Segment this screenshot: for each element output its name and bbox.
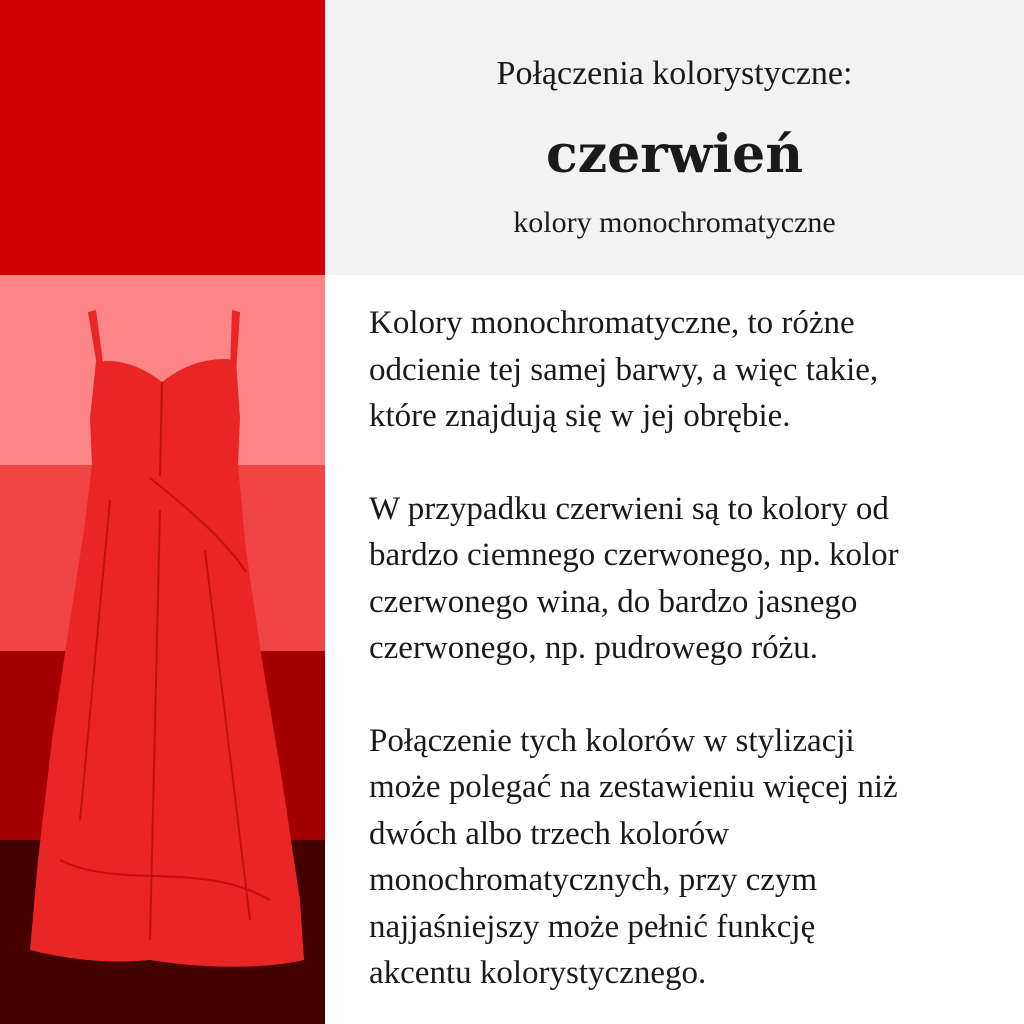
header-subtitle: kolory monochromatyczne (513, 206, 836, 239)
red-dress-icon (0, 300, 325, 990)
paragraph-combination: Połączenie tych kolorów w stylizacji może polegać na zestawieniu więcej niż dwóch albo trzech kolorów monochromatycznych, przy czym najjaśniejszy może pełnić funkcję akcentu kolorystycznego. (369, 722, 898, 991)
paragraph-range: W przypadku czerwieni są to kolory od bardzo ciemnego czerwonego, np. kolor czerwonego wina, do bardzo jasnego czerwonego, np. pudrowego różu. (369, 490, 899, 666)
swatch-red (0, 0, 325, 275)
header-pretitle: Połączenia kolorystyczne: (496, 55, 853, 92)
header-panel (325, 0, 1024, 275)
paragraph-definition: Kolory monochromatyczne, to różne odcienie tej samej barwy, a więc takie, które znajdują się w jej obrębie. (369, 305, 879, 434)
description-text (369, 300, 1009, 997)
page-title: czerwień (545, 124, 804, 185)
